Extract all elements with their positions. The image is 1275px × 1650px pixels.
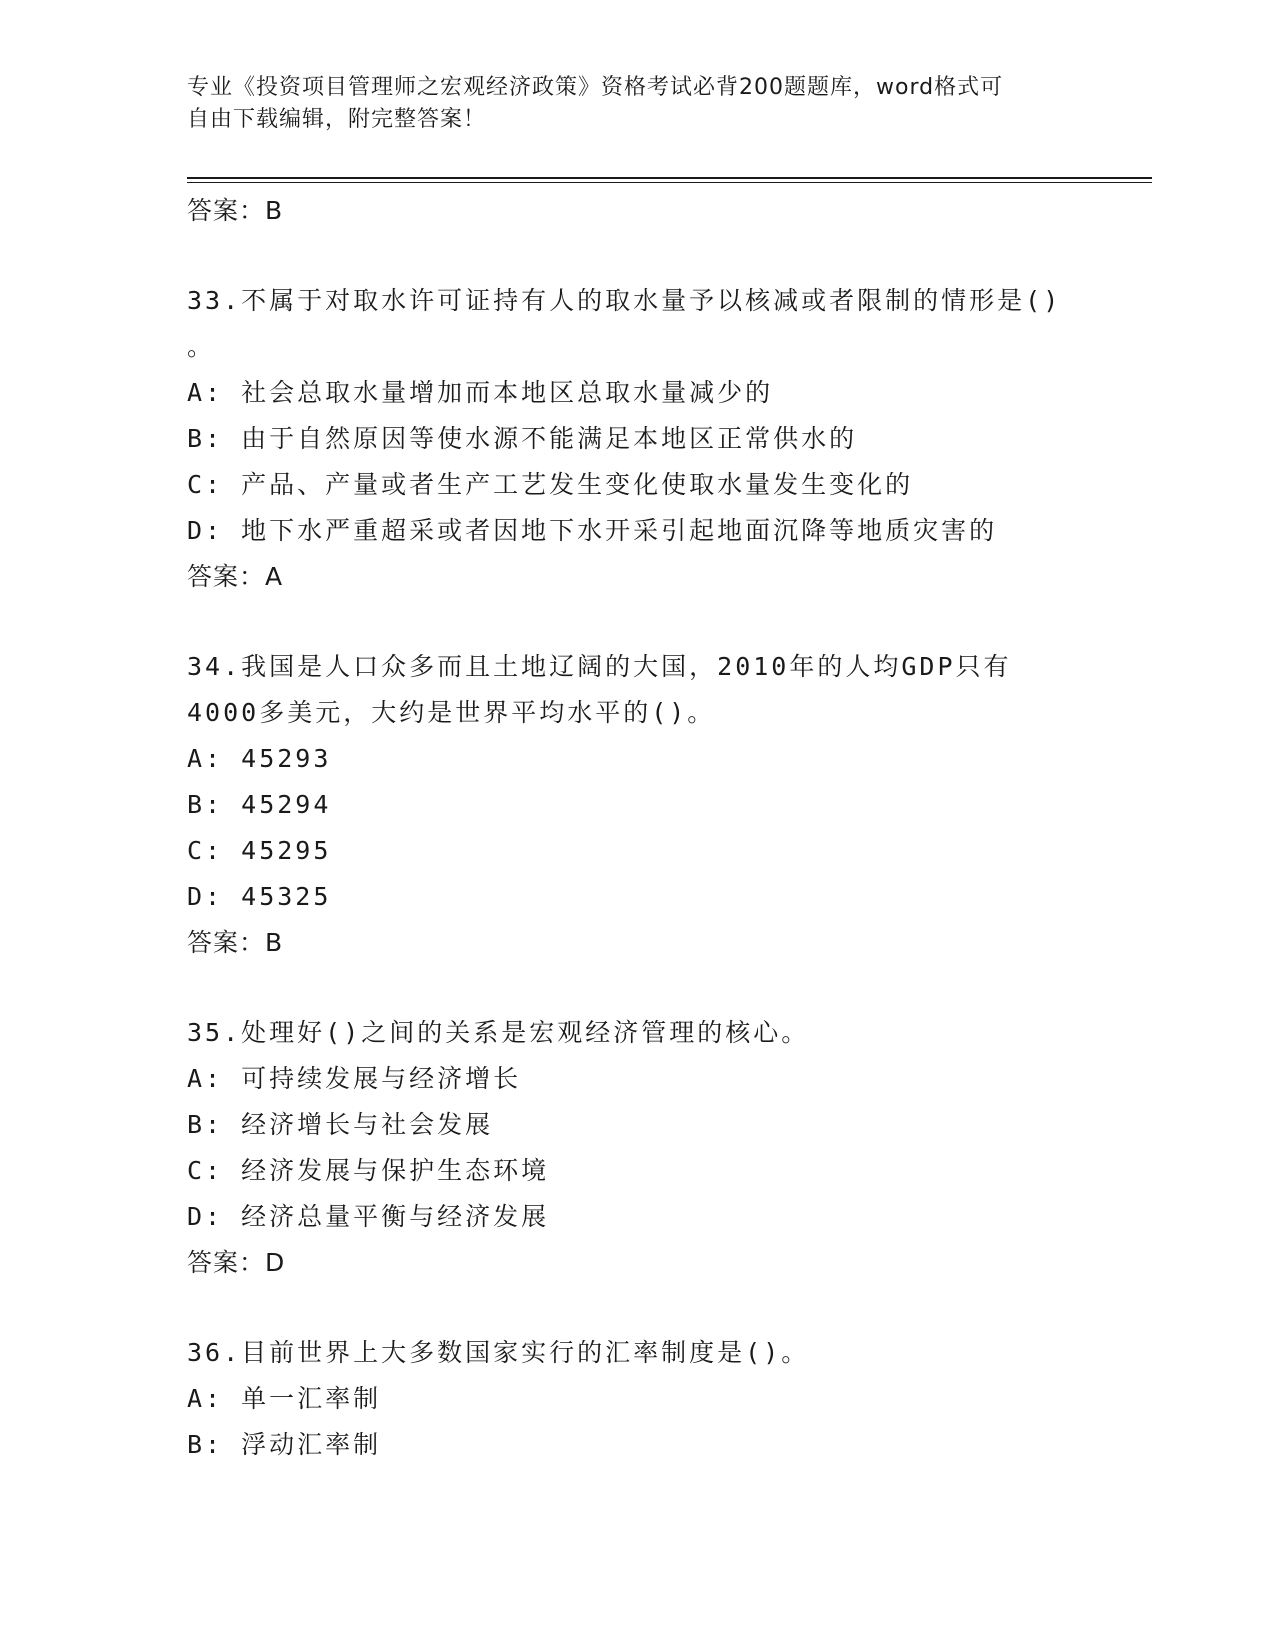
option-c: C: 产品、产量或者生产工艺发生变化使取水量发生变化的 [187, 470, 914, 499]
question-text: 35.处理好()之间的关系是宏观经济管理的核心。 [187, 1018, 810, 1047]
option-b: B: 45294 [187, 790, 332, 819]
question-35 [187, 1010, 1087, 1286]
question-text: 34.我国是人口众多而且土地辽阔的大国，2010年的人均GDP只有 [187, 652, 1012, 681]
question-text: 36.目前世界上大多数国家实行的汇率制度是()。 [187, 1338, 810, 1367]
question-text-continued: 4000多美元，大约是世界平均水平的()。 [187, 698, 716, 727]
option-a: A: 单一汇率制 [187, 1384, 382, 1413]
option-a: A: 可持续发展与经济增长 [187, 1064, 522, 1093]
question-text-continued: 。 [187, 332, 216, 361]
answer-line: 答案：A [187, 562, 284, 591]
question-36 [187, 1330, 1087, 1468]
option-d: D: 地下水严重超采或者因地下水开采引起地面沉降等地质灾害的 [187, 516, 998, 545]
option-b: B: 浮动汇率制 [187, 1430, 382, 1459]
question-list [187, 188, 1087, 1468]
spacer [187, 1286, 1087, 1330]
option-c: C: 经济发展与保护生态环境 [187, 1156, 550, 1185]
header-divider-thick [187, 177, 1152, 179]
question-33 [187, 278, 1087, 600]
document-header [187, 72, 1087, 136]
option-b: B: 经济增长与社会发展 [187, 1110, 494, 1139]
spacer [187, 600, 1087, 644]
answer-line: 答案：B [187, 196, 284, 225]
option-d: D: 经济总量平衡与经济发展 [187, 1202, 550, 1231]
header-line-2: 自由下载编辑，附完整答案！ [187, 107, 487, 132]
header-line-1: 专业《投资项目管理师之宏观经济政策》资格考试必背200题题库，word格式可 [187, 75, 1004, 100]
option-c: C: 45295 [187, 836, 332, 865]
option-a: A: 45293 [187, 744, 332, 773]
option-a: A: 社会总取水量增加而本地区总取水量减少的 [187, 378, 774, 407]
question-text: 33.不属于对取水许可证持有人的取水量予以核减或者限制的情形是() [187, 286, 1062, 315]
question-34 [187, 644, 1087, 966]
answer-line: 答案：D [187, 1248, 286, 1277]
spacer [187, 234, 1087, 278]
option-d: D: 45325 [187, 882, 332, 911]
spacer [187, 966, 1087, 1010]
header-divider-thin [187, 182, 1152, 183]
answer-line: 答案：B [187, 928, 284, 957]
option-b: B: 由于自然原因等使水源不能满足本地区正常供水的 [187, 424, 858, 453]
